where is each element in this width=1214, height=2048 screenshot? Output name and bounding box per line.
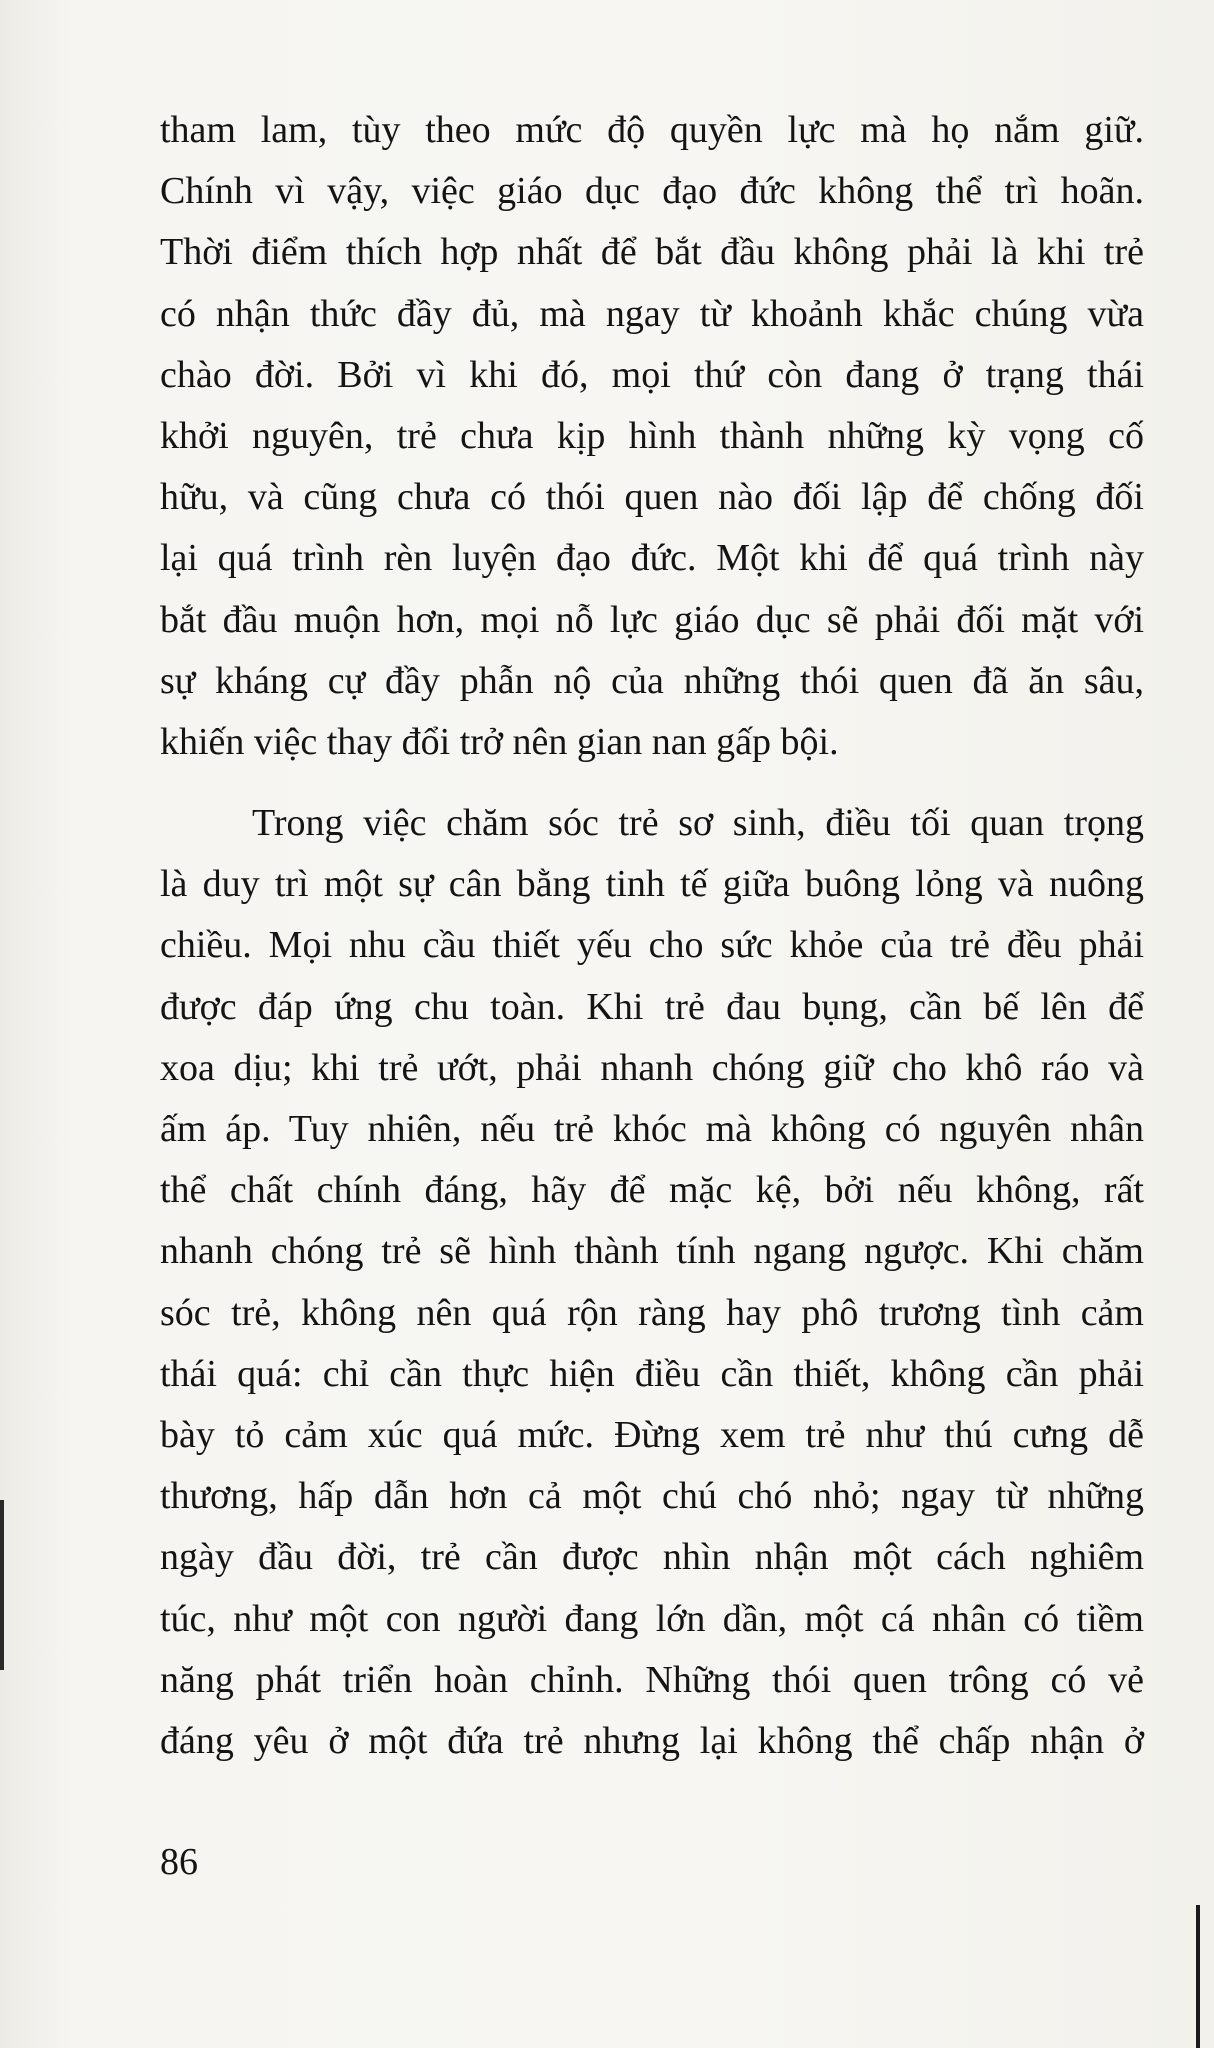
text-line: chiều. Mọi nhu cầu thiết yếu cho sức khỏe của trẻ đều phải — [160, 924, 1144, 967]
text-line: sự kháng cự đầy phẫn nộ của những thói quen đã ăn sâu, — [160, 659, 1144, 702]
text-line: nhanh chóng trẻ sẽ hình thành tính ngang ngược. Khi chăm — [160, 1230, 1144, 1273]
text-line: có nhận thức đầy đủ, mà ngay từ khoảnh khắc chúng vừa — [160, 292, 1144, 335]
text-line: được đáp ứng chu toàn. Khi trẻ đau bụng, cần bế lên để — [160, 985, 1144, 1028]
text-line: ngày đầu đời, trẻ cần được nhìn nhận một cách nghiêm — [160, 1536, 1144, 1579]
text-line: xoa dịu; khi trẻ ướt, phải nhanh chóng giữ cho khô ráo và — [160, 1046, 1144, 1089]
text-line: năng phát triển hoàn chỉnh. Những thói quen trông có vẻ — [160, 1658, 1144, 1701]
body-text — [160, 100, 1144, 1772]
text-line: Trong việc chăm sóc trẻ sơ sinh, điều tối quan trọng — [252, 802, 1144, 845]
page-number: 86 — [160, 1841, 198, 1883]
text-line: túc, như một con người đang lớn dần, một cá nhân có tiềm — [160, 1597, 1144, 1640]
text-line: sóc trẻ, không nên quá rộn ràng hay phô trương tình cảm — [160, 1291, 1144, 1334]
text-line: khởi nguyên, trẻ chưa kịp hình thành những kỳ vọng cố — [160, 414, 1144, 457]
text-line: khiến việc thay đổi trở nên gian nan gấp bội. — [160, 720, 839, 763]
text-line: bắt đầu muộn hơn, mọi nỗ lực giáo dục sẽ phải đối mặt với — [160, 598, 1144, 641]
text-line: Thời điểm thích hợp nhất để bắt đầu không phải là khi trẻ — [160, 231, 1144, 274]
text-line: tham lam, tùy theo mức độ quyền lực mà họ nắm giữ. — [160, 109, 1144, 151]
paragraph-1 — [160, 100, 1144, 773]
page-edge-line — [1196, 1905, 1200, 2048]
text-line: đáng yêu ở một đứa trẻ nhưng lại không thể chấp nhận ở — [160, 1719, 1144, 1762]
text-line: hữu, và cũng chưa có thói quen nào đối lập để chống đối — [160, 476, 1144, 519]
text-line: là duy trì một sự cân bằng tinh tế giữa buông lỏng và nuông — [160, 863, 1144, 906]
text-line: lại quá trình rèn luyện đạo đức. Một khi để quá trình này — [160, 537, 1144, 580]
paragraph-spacer — [160, 773, 1144, 793]
page-edge-shadow — [0, 1500, 4, 1670]
text-line: Chính vì vậy, việc giáo dục đạo đức không thể trì hoãn. — [160, 170, 1144, 213]
text-line: ấm áp. Tuy nhiên, nếu trẻ khóc mà không có nguyên nhân — [160, 1108, 1144, 1150]
text-line: bày tỏ cảm xúc quá mức. Đừng xem trẻ như thú cưng dễ — [160, 1413, 1144, 1456]
text-line: thái quá: chỉ cần thực hiện điều cần thiết, không cần phải — [160, 1352, 1144, 1395]
text-line: thể chất chính đáng, hãy để mặc kệ, bởi nếu không, rất — [160, 1169, 1144, 1212]
text-line: chào đời. Bởi vì khi đó, mọi thứ còn đang ở trạng thái — [160, 353, 1144, 396]
paragraph-2 — [160, 793, 1144, 1772]
text-line: thương, hấp dẫn hơn cả một chú chó nhỏ; ngay từ những — [160, 1475, 1144, 1518]
